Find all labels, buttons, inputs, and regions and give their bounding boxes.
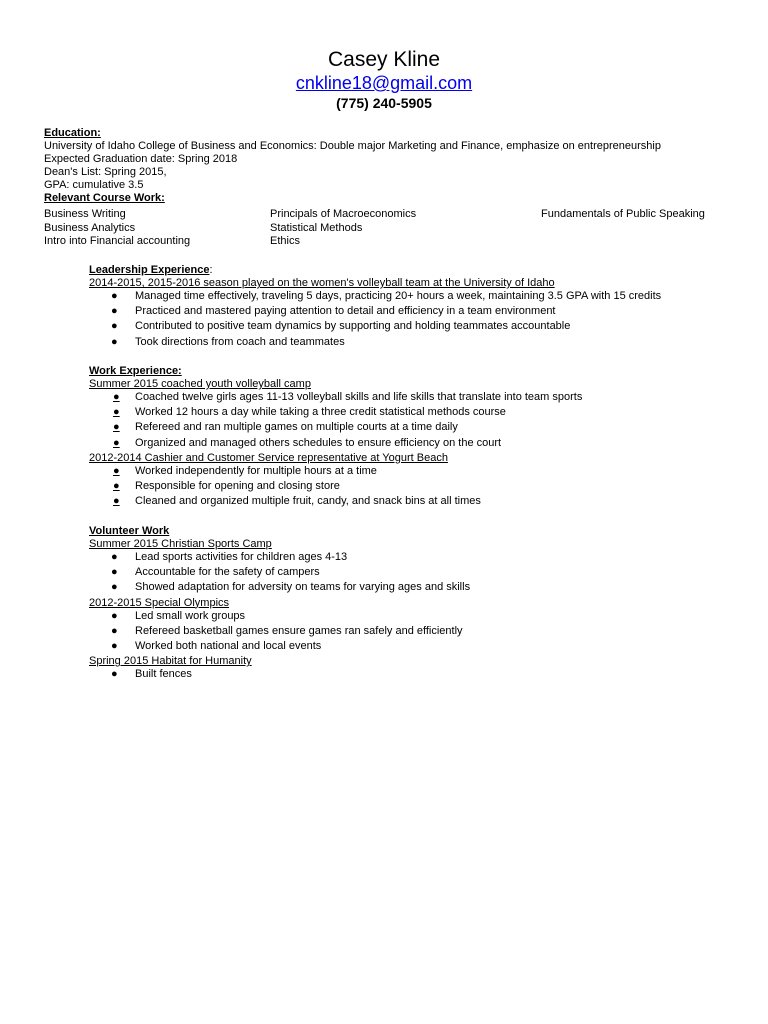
- phone-number: (775) 240-5905: [336, 95, 432, 111]
- job-title: 2012-2014 Cashier and Customer Service representative at Yogurt Beach: [89, 451, 448, 464]
- bullet-icon: ●: [111, 566, 118, 579]
- bullet-icon: ●: [111, 551, 118, 563]
- bullet-icon: ●: [113, 479, 120, 492]
- list-item: ● Worked both national and local events: [111, 639, 322, 652]
- education-line: GPA: cumulative 3.5: [44, 179, 144, 191]
- list-item: ● Worked 12 hours a day while taking a three credit statistical methods course: [113, 406, 506, 419]
- bullet-icon: ●: [111, 639, 118, 652]
- course-item: Fundamentals of Public Speaking: [541, 208, 705, 220]
- work-section: [89, 365, 729, 510]
- list-item: ● Led small work groups: [111, 609, 246, 622]
- coursework-row: [44, 222, 744, 236]
- list-item: ● Cleaned and organized multiple fruit, candy, and snack bins at all times: [113, 495, 481, 508]
- job-title: Summer 2015 coached youth volleyball camp: [89, 378, 311, 390]
- education-line: Dean's List: Spring 2015,: [44, 166, 167, 178]
- bullet-icon: ●: [111, 305, 118, 318]
- list-item: ● Accountable for the safety of campers: [111, 566, 320, 579]
- bullet-icon: ●: [111, 581, 118, 594]
- volunteer-heading: Volunteer Work: [89, 525, 170, 537]
- list-item: ● Managed time effectively, traveling 5 days, practicing 20+ hours a week, maintaining 3.5 GPA with 15 credits: [111, 290, 662, 302]
- list-item: ● Took directions from coach and teammates: [111, 335, 345, 348]
- list-item: ● Refereed basketball games ensure games ran safely and efficiently: [111, 624, 463, 637]
- coursework-row: [44, 208, 744, 222]
- email-link[interactable]: cnkline18@gmail.com: [295, 73, 473, 93]
- volunteer-title: 2012-2015 Special Olympics: [89, 596, 230, 609]
- education-heading: Education:: [44, 127, 101, 139]
- leadership-heading-suffix: :: [209, 264, 213, 276]
- bullet-icon: ●: [111, 609, 118, 622]
- leadership-heading: Leadership Experience: [89, 264, 210, 276]
- bullet-icon: ●: [113, 495, 120, 508]
- work-heading: Work Experience:: [89, 365, 182, 377]
- coursework-row: [44, 235, 744, 249]
- course-item: Ethics: [270, 235, 300, 247]
- bullet-icon: ●: [111, 335, 118, 348]
- leadership-heading-line: [89, 264, 729, 277]
- candidate-name: Casey Kline: [327, 48, 441, 71]
- education-line: Expected Graduation date: Spring 2018: [44, 153, 238, 165]
- education-section: [44, 127, 744, 205]
- leadership-subheading: 2014-2015, 2015-2016 season played on the women's volleyball team at the University of Idaho: [89, 277, 555, 289]
- list-item: ● Lead sports activities for children ages 4-13: [111, 551, 348, 563]
- coursework-list: [44, 208, 744, 249]
- list-item: ● Showed adaptation for adversity on teams for varying ages and skills: [111, 581, 471, 594]
- bullet-icon: ●: [113, 464, 120, 477]
- education-line: University of Idaho College of Business and Economics: Double major Marketing and Finance, emphasize on entrepreneurship: [44, 140, 661, 152]
- course-item: Business Analytics: [44, 221, 136, 234]
- bullet-icon: ●: [113, 421, 120, 434]
- bullet-icon: ●: [111, 624, 118, 637]
- course-item: Principals of Macroeconomics: [270, 208, 417, 220]
- list-item: ● Built fences: [111, 668, 192, 681]
- coursework-heading: Relevant Course Work:: [44, 192, 165, 204]
- course-item: Intro into Financial accounting: [44, 235, 191, 247]
- list-item: ● Worked independently for multiple hours at a time: [113, 464, 377, 477]
- list-item: ● Organized and managed others schedules to ensure efficiency on the court: [113, 436, 502, 449]
- course-item: Business Writing: [44, 208, 126, 220]
- course-item: Statistical Methods: [270, 221, 363, 234]
- list-item: ● Practiced and mastered paying attention to detail and efficiency in a team environment: [111, 305, 556, 318]
- bullet-icon: ●: [113, 436, 120, 449]
- bullet-icon: ●: [111, 290, 118, 302]
- bullet-icon: ●: [113, 391, 120, 403]
- bullet-icon: ●: [111, 668, 118, 681]
- volunteer-title: Spring 2015 Habitat for Humanity: [89, 655, 252, 668]
- list-item: ● Responsible for opening and closing store: [113, 479, 340, 492]
- leadership-section: [89, 264, 729, 351]
- bullet-icon: ●: [111, 320, 118, 333]
- volunteer-title: Summer 2015 Christian Sports Camp: [89, 538, 272, 550]
- list-item: ● Contributed to positive team dynamics by supporting and holding teammates accountable: [111, 320, 571, 333]
- volunteer-section: [89, 525, 729, 683]
- bullet-icon: ●: [113, 406, 120, 419]
- list-item: ● Refereed and ran multiple games on multiple courts at a time daily: [113, 421, 458, 434]
- list-item: ● Coached twelve girls ages 11-13 volleyball skills and life skills that translate into team sports: [113, 391, 583, 403]
